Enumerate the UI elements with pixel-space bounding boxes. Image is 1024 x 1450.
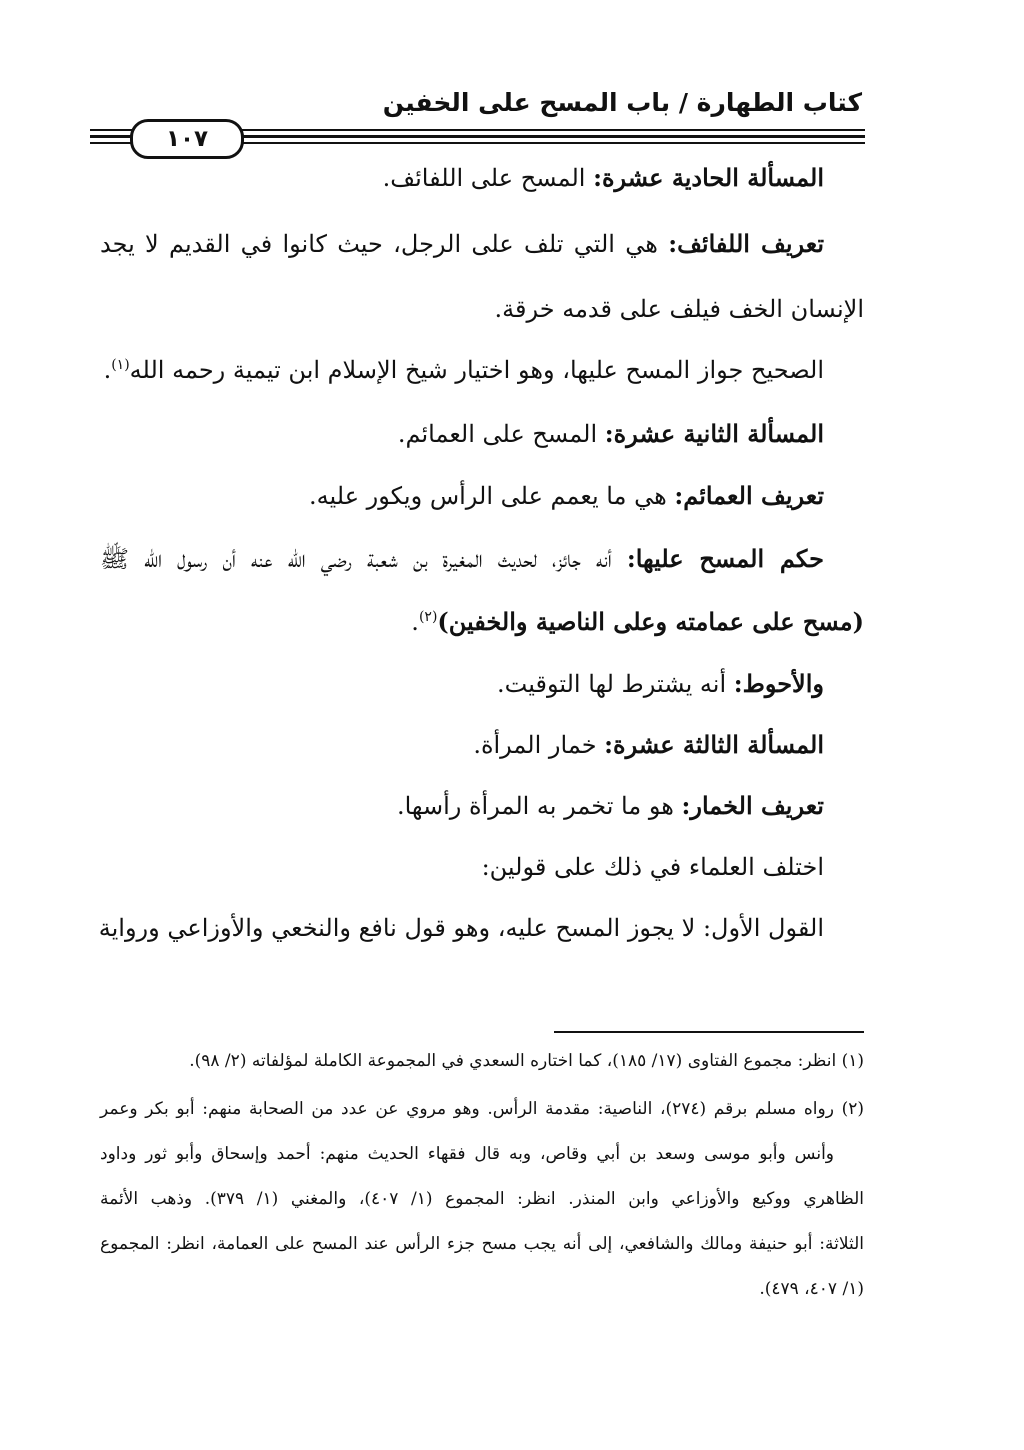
paragraph-line xyxy=(497,668,824,700)
paragraph-line xyxy=(397,790,824,822)
line-text: القول الأول: لا يجوز المسح عليه، وهو قول نافع والنخعي والأوزاعي ورواية xyxy=(98,914,824,942)
paragraph-line xyxy=(100,228,824,260)
footnote-line: وأنس وأبو موسى وسعد بن أبي وقاص، وبه قال فقهاء الحديث منهم: أحمد وإسحاق وأبو ثور وداود xyxy=(100,1144,834,1164)
hadith-quote: (مسح على عمامته وعلى الناصية والخفين) xyxy=(437,607,864,636)
footnote-line: (٢) رواه مسلم برقم (٢٧٤)، الناصية: مقدمة الرأس. وهو مروي عن عدد من الصحابة منهم: أبو بكر وعمر xyxy=(100,1099,864,1119)
line-text: أنه جائز، لحديث المغيرة بن شعبة رضي الله عنه أن رسول الله ﷺ xyxy=(100,545,627,573)
line-text: هو ما تخمر به المرأة رأسها. xyxy=(396,792,682,820)
definition-label: تعريف الخمار: xyxy=(681,791,824,820)
footnote-line: الثلاثة: أبو حنيفة ومالك والشافعي، إلى أنه يجب مسح جزء الرأس عند المسح على العمامة، انظر: المجموع xyxy=(100,1234,864,1254)
line-text: هي ما يعمم على الرأس ويكور عليه. xyxy=(309,482,675,510)
footnote-line: الظاهري ووكيع والأوزاعي وابن المنذر. انظر: المجموع (١/ ٤٠٧)، والمغني (١/ ٣٧٩). وذهب الأئمة xyxy=(100,1189,865,1209)
header-rule xyxy=(90,119,865,157)
paragraph-line xyxy=(100,543,824,575)
page-number-badge: ١٠٧ xyxy=(130,119,244,159)
heading-label: المسألة الحادية عشرة: xyxy=(593,163,824,192)
paragraph-line xyxy=(398,418,824,450)
line-text: خمار المرأة. xyxy=(473,731,605,759)
footnote-ref: (١) xyxy=(111,357,130,373)
footnote-separator xyxy=(554,1031,864,1033)
line-text: أنه يشترط لها التوقيت. xyxy=(497,670,734,698)
line-end: . xyxy=(411,608,419,636)
heading-label: المسألة الثالثة عشرة: xyxy=(604,730,824,759)
footnote-line: (١) انظر: مجموع الفتاوى (١٧/ ١٨٥)، كما اختاره السعدي في المجموعة الكاملة لمؤلفاته (٢/ ٩٨). xyxy=(189,1051,864,1071)
ruling-label: حكم المسح عليها: xyxy=(626,544,824,573)
paragraph-line xyxy=(309,480,824,512)
footnote-ref: (٢) xyxy=(418,609,438,625)
line-text: هي التي تلف على الرجل، حيث كانوا في القديم لا يجد xyxy=(100,230,669,258)
paragraph-line xyxy=(100,913,824,944)
line-text: اختلف العلماء في ذلك على قولين: xyxy=(481,853,824,881)
line-text: المسح على العمائم. xyxy=(397,420,605,448)
paragraph-line xyxy=(473,729,824,761)
paragraph-line xyxy=(383,162,824,194)
line-text: المسح على اللفائف. xyxy=(382,164,594,192)
paragraph-line xyxy=(411,606,864,638)
paragraph-line xyxy=(482,852,824,883)
paragraph-line xyxy=(495,294,864,325)
line-end: . xyxy=(103,356,112,384)
paragraph-line xyxy=(104,355,824,386)
definition-label: تعريف العمائم: xyxy=(674,481,824,510)
footnote-line: (١/ ٤٠٧، ٤٧٩). xyxy=(759,1279,864,1299)
heading-label: المسألة الثانية عشرة: xyxy=(604,419,824,448)
line-text: الإنسان الخف فيلف على قدمه خرقة. xyxy=(494,295,864,323)
running-header-title: كتاب الطهارة / باب المسح على الخفين xyxy=(382,88,862,117)
line-text: الصحيح جواز المسح عليها، وهو اختيار شيخ الإسلام ابن تيمية رحمه الله xyxy=(129,356,824,384)
definition-label: تعريف اللفائف: xyxy=(668,229,825,258)
heading-label: والأحوط: xyxy=(733,669,824,698)
